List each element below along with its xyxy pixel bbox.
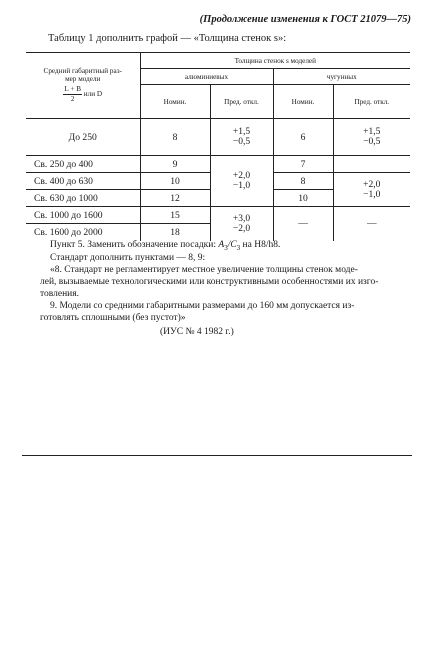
cast-deviation-header: Пред. откл. — [333, 85, 410, 119]
p1-prefix: Пункт 5. Заменить обозначение посадки: — [50, 240, 219, 250]
size-cell: Св. 630 до 1000 — [34, 192, 98, 204]
p1-suffix: на H8/h8. — [240, 240, 281, 250]
dev-plus: +2,0 — [232, 171, 251, 181]
table-row — [26, 119, 410, 156]
al-deviation-cell — [210, 119, 273, 156]
subheader-aluminium: алюминиевых — [140, 69, 273, 85]
cast-deviation-cell — [333, 173, 410, 207]
table-row — [26, 156, 410, 173]
paragraph-9-line1: 9. Модели со средними габаритными размерами до 160 мм допускается из- — [50, 301, 355, 311]
dev-plus: +2,0 — [363, 179, 381, 190]
al-nominal-header: Номин. — [140, 85, 210, 119]
p1-fit-a-sub: 3 — [224, 243, 228, 252]
paragraph-8-line3: товления. — [40, 289, 80, 299]
size-cell: Св. 250 до 400 — [34, 158, 93, 170]
cast-nominal-cell: 10 — [273, 190, 333, 207]
size-header-cell — [26, 53, 140, 119]
fraction-denominator: 2 — [70, 95, 75, 103]
dev-minus: −1,0 — [232, 181, 251, 191]
intro-text: Таблицу 1 дополнить графой — «Толщина стенок s»: — [48, 33, 287, 44]
cast-deviation-cell: — — [333, 207, 410, 241]
size-cell: Св. 400 до 630 — [34, 175, 93, 187]
al-nominal-cell: 8 — [140, 119, 210, 156]
size-cell: Св. 1000 до 1600 — [34, 209, 103, 221]
continuation-header: (Продолжение изменения к ГОСТ 21079—75) — [199, 14, 411, 25]
paragraph-9-line2: готовлять сплошными (без пустот)» — [40, 313, 186, 323]
cast-nominal-header: Номин. — [273, 85, 333, 119]
bottom-rule — [22, 455, 412, 456]
cast-nominal-cell: 8 — [273, 173, 333, 190]
p1-fit-a: A — [218, 240, 225, 250]
size-cell: Св. 1600 до 2000 — [34, 226, 103, 238]
dev-minus: −1,0 — [363, 189, 381, 200]
al-nominal-cell: 9 — [140, 156, 210, 173]
paragraph-8-line1: «8. Стандарт не регламентирует местное увеличение толщины стенок моде- — [50, 265, 358, 275]
cast-nominal-cell: 7 — [273, 156, 333, 173]
size-header-tail: или D — [83, 90, 103, 99]
al-nominal-cell: 15 — [140, 207, 210, 224]
fraction-numerator: L + B — [64, 85, 81, 93]
wall-thickness-table — [26, 52, 410, 241]
p1-fit-c: /C — [227, 240, 237, 250]
dev-plus: +1,5 — [232, 127, 251, 137]
al-deviation-cell — [210, 156, 273, 207]
table-row — [26, 207, 410, 224]
dev-minus: −2,0 — [232, 223, 251, 234]
dev-minus: −0,5 — [363, 137, 381, 147]
size-cell: До 250 — [68, 131, 97, 143]
size-header-line2: мер модели — [65, 75, 101, 83]
paragraph-8-line2: лей, вызываемые технологическими или конструктивными особенностями их изго- — [40, 277, 379, 287]
ius-reference: (ИУС № 4 1982 г.) — [160, 327, 234, 337]
group-header: Толщина стенок s моделей — [140, 53, 410, 69]
cast-deviation-cell-empty — [333, 156, 410, 173]
al-nominal-cell: 12 — [140, 190, 210, 207]
al-deviation-header: Пред. откл. — [210, 85, 273, 119]
dev-plus: +3,0 — [232, 213, 251, 224]
al-nominal-cell: 18 — [140, 224, 210, 241]
paragraph-add-clauses: Стандарт дополнить пунктами — 8, 9: — [50, 253, 206, 263]
al-deviation-cell — [210, 207, 273, 241]
cast-nominal-cell: 6 — [273, 119, 333, 156]
al-nominal-cell: 10 — [140, 173, 210, 190]
cast-nominal-cell: — — [273, 207, 333, 241]
p1-fit-c-sub: 3 — [236, 243, 241, 252]
dev-plus: +1,5 — [363, 127, 381, 137]
dev-minus: −0,5 — [232, 137, 251, 147]
size-header-line1: Средний габаритный раз- — [43, 67, 122, 75]
subheader-cast-iron: чугунных — [273, 69, 410, 85]
size-header-fraction — [63, 85, 82, 104]
cast-deviation-cell — [333, 119, 410, 156]
